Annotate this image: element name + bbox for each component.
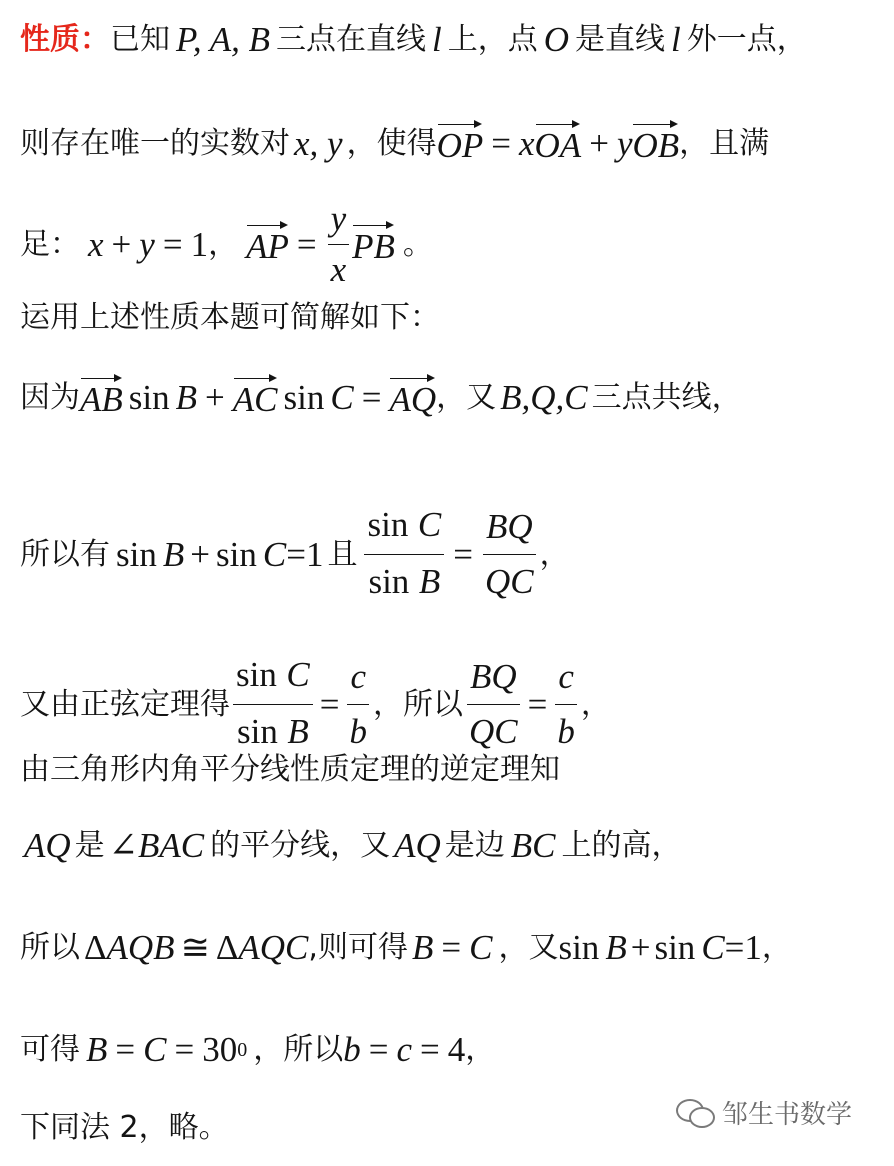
- vector-ob: OB: [632, 122, 679, 166]
- fraction-y-over-x: $\frac{y}{x}$: [328, 194, 350, 295]
- vector-op: OP: [437, 122, 484, 166]
- vector-pb: PB: [352, 223, 395, 267]
- watermark: [676, 1094, 852, 1131]
- vector-ac: AC: [233, 376, 278, 420]
- vector-aq: AQ: [389, 376, 436, 420]
- fraction-c-over-b: $\frac{c}{b}$: [347, 650, 371, 759]
- text-line-12: 下同法 2，略。: [20, 1110, 229, 1145]
- text-line-11: 可得 B = C = 30 0 ，所以 b = c = 4 ，: [20, 1030, 496, 1069]
- text-line-7: 又由正弦定理得 $\frac{\text{sin C}}{\text{sin B}}$ = $\frac{c}{b}$ ，所以 $\frac{BQ}{QC}$ = $\frac{c}{b}$ ，: [20, 648, 611, 761]
- vector-ab: AB: [80, 376, 123, 420]
- text-line-6: 所以有 sin B + sin C =1 且 $\frac{\text{sin C}}{\text{sin B}}$ = $\frac{BQ}{QC}$ ，: [20, 498, 570, 611]
- vector-ap: AP: [246, 223, 289, 267]
- fraction-sinc-over-sinb: $\frac{\text{sin C}}{\text{sin B}}$: [364, 498, 444, 611]
- fraction-c-over-b-2: $\frac{c}{b}$: [554, 650, 578, 759]
- text-line-2: 则存在唯一的实数对 x, y ，使得 OP = x OA + y OB ，且满: [20, 124, 770, 165]
- text-line-1: 性质： 已知 P, A, B 三点在直线 l 上，点 O 是直线 l 外一点，: [20, 20, 807, 59]
- text-line-4: 运用上述性质本题可简解如下：: [20, 300, 440, 335]
- watermark-text: 邹生书数学: [722, 1100, 853, 1130]
- text-line-9: AQ 是 ∠ BAC 的平分线，又 AQ 是边 BC 上的高，: [24, 826, 682, 865]
- property-label: 性质：: [20, 22, 110, 57]
- text-line-5: 因为 AB sin B + AC sin C = AQ ，又 B,Q,C 三点共线，: [20, 378, 742, 419]
- vector-oa: OA: [535, 122, 582, 166]
- fraction-bq-over-qc-2: $\frac{BQ}{QC}$: [466, 650, 521, 759]
- text-line-3: 足： x + y = 1 ， AP = $\frac{y}{x}$ PB 。: [20, 194, 433, 295]
- wechat-icon: [676, 1097, 716, 1129]
- fraction-sinc-over-sinb-2: $\frac{\text{sin C}}{\text{sin B}}$: [233, 648, 313, 761]
- text-line-8: 由三角形内角平分线性质定理的逆定理知: [20, 752, 560, 787]
- fraction-bq-over-qc: $\frac{BQ}{QC}$: [482, 500, 537, 609]
- text-line-10: 所以 Δ AQB ≅ Δ AQC ,则可得 B = C ，又 sin B + sin C =1 ，: [20, 928, 792, 967]
